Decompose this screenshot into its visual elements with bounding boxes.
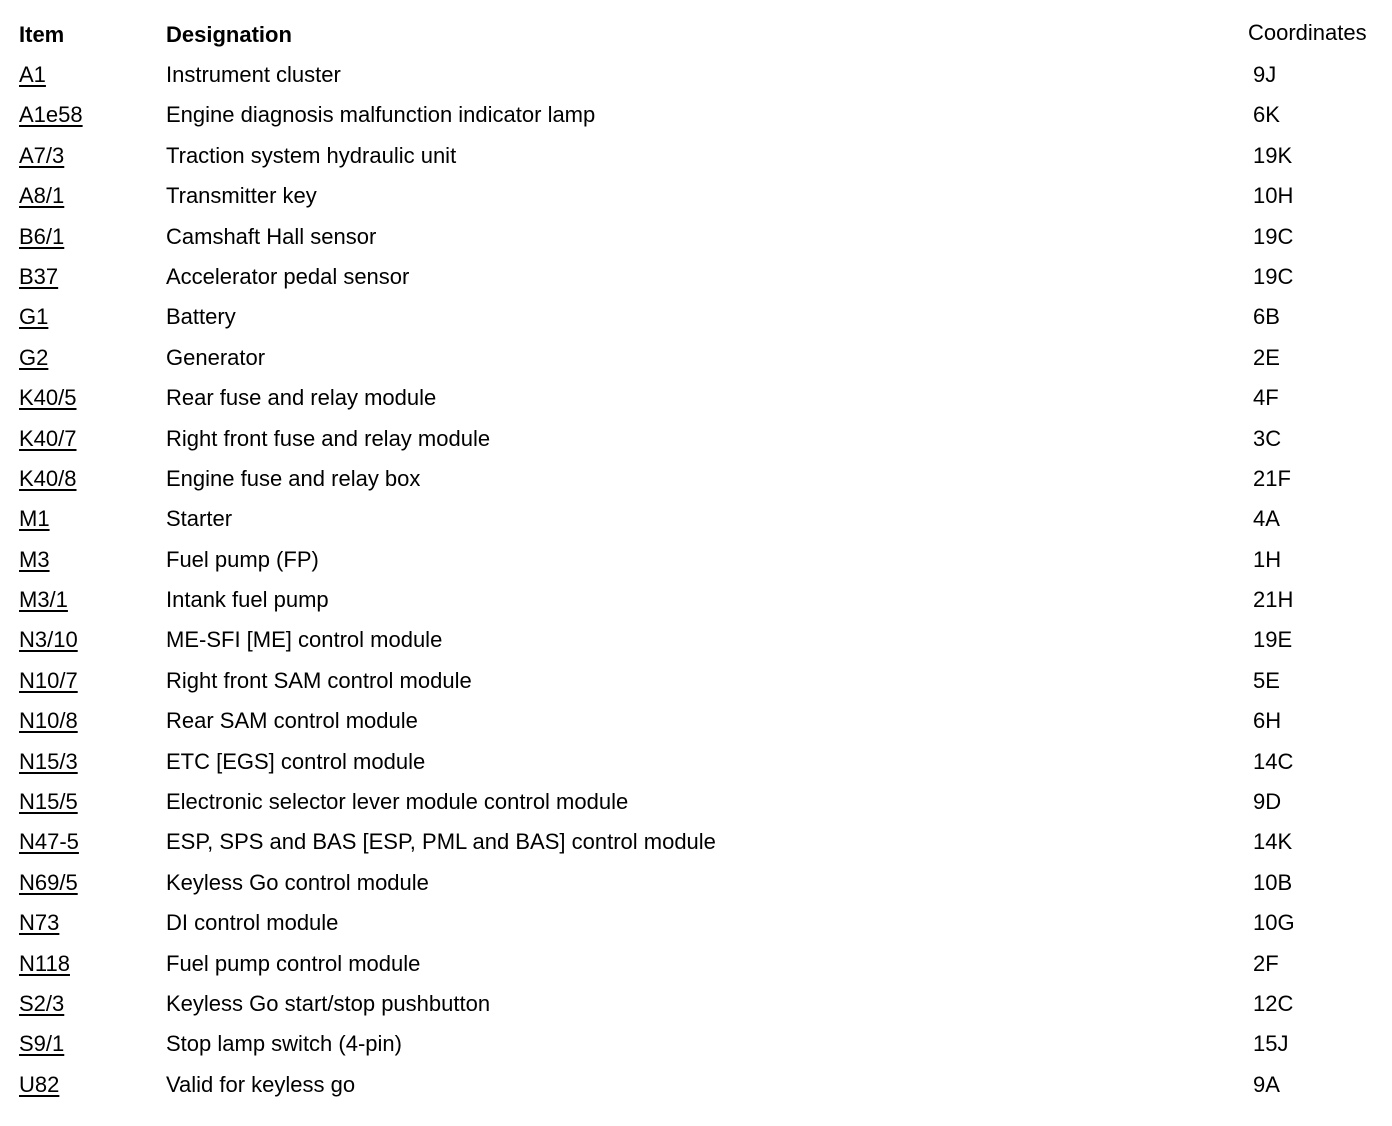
table-row bbox=[0, 868, 1392, 908]
item-designation: Traction system hydraulic unit bbox=[166, 142, 457, 168]
item-designation: Intank fuel pump bbox=[166, 587, 329, 613]
table-row bbox=[0, 100, 1392, 140]
table-row bbox=[0, 1029, 1392, 1069]
item-coordinates: 9A bbox=[1253, 1071, 1280, 1097]
table-row bbox=[0, 343, 1392, 383]
item-designation: Electronic selector lever module control module bbox=[166, 789, 629, 815]
table-row bbox=[0, 222, 1392, 262]
item-designation: Engine fuse and relay box bbox=[166, 465, 421, 491]
item-coordinates: 14K bbox=[1253, 829, 1293, 855]
item-link[interactable]: M1 bbox=[19, 506, 50, 532]
item-designation: Instrument cluster bbox=[166, 62, 341, 87]
item-link[interactable]: A7/3 bbox=[19, 142, 65, 168]
table-row bbox=[0, 666, 1392, 706]
table-row bbox=[0, 181, 1392, 221]
item-designation: ESP, SPS and BAS [ESP, PML and BAS] control module bbox=[166, 829, 716, 855]
table-row bbox=[0, 827, 1392, 867]
item-coordinates: 6B bbox=[1253, 304, 1280, 330]
item-designation: Valid for keyless go bbox=[166, 1071, 356, 1097]
table-row bbox=[0, 706, 1392, 746]
header-designation: Designation bbox=[166, 22, 292, 47]
item-designation: Keyless Go control module bbox=[166, 869, 429, 895]
item-coordinates: 4F bbox=[1253, 385, 1279, 411]
item-coordinates: 10G bbox=[1253, 910, 1295, 936]
item-coordinates: 1H bbox=[1253, 546, 1282, 572]
item-coordinates: 2F bbox=[1253, 950, 1279, 976]
item-designation: ME-SFI [ME] control module bbox=[166, 627, 443, 653]
table-row bbox=[0, 302, 1392, 342]
item-designation: Fuel pump (FP) bbox=[166, 546, 319, 572]
item-link[interactable]: B6/1 bbox=[19, 223, 65, 249]
item-coordinates: 3C bbox=[1253, 425, 1282, 451]
item-coordinates: 15J bbox=[1253, 1031, 1289, 1057]
header-item: Item bbox=[19, 22, 65, 47]
item-coordinates: 2E bbox=[1253, 344, 1280, 370]
table-row bbox=[0, 262, 1392, 302]
item-coordinates: 14C bbox=[1253, 748, 1294, 774]
item-link[interactable]: N47-5 bbox=[19, 829, 79, 855]
table-row bbox=[0, 949, 1392, 989]
item-designation: Accelerator pedal sensor bbox=[166, 263, 410, 289]
item-link[interactable]: N118 bbox=[19, 950, 70, 976]
table-row bbox=[0, 1070, 1392, 1110]
item-coordinates: 6H bbox=[1253, 708, 1282, 734]
item-link[interactable]: S2/3 bbox=[19, 990, 65, 1016]
header-coordinates: Coordinates bbox=[1248, 20, 1367, 45]
item-link[interactable]: G1 bbox=[19, 304, 49, 330]
item-link[interactable]: N15/5 bbox=[19, 789, 78, 815]
table-row bbox=[0, 141, 1392, 181]
item-coordinates: 19E bbox=[1253, 627, 1293, 653]
item-designation: ETC [EGS] control module bbox=[166, 748, 426, 774]
table-row bbox=[0, 383, 1392, 423]
item-link[interactable]: A1 bbox=[19, 62, 46, 87]
table-row bbox=[0, 424, 1392, 464]
item-link[interactable]: K40/5 bbox=[19, 385, 77, 411]
item-coordinates: 5E bbox=[1253, 667, 1280, 693]
table-row bbox=[0, 787, 1392, 827]
item-designation: Starter bbox=[166, 506, 233, 532]
item-designation: Fuel pump control module bbox=[166, 950, 421, 976]
item-designation: Stop lamp switch (4-pin) bbox=[166, 1031, 402, 1057]
table-row bbox=[0, 747, 1392, 787]
table-row bbox=[0, 60, 1392, 100]
item-designation: DI control module bbox=[166, 910, 339, 936]
item-link[interactable]: A8/1 bbox=[19, 183, 65, 209]
item-link[interactable]: M3/1 bbox=[19, 587, 68, 613]
item-designation: Transmitter key bbox=[166, 183, 317, 209]
item-designation: Generator bbox=[166, 344, 266, 370]
item-coordinates: 10B bbox=[1253, 869, 1293, 895]
item-designation: Battery bbox=[166, 304, 236, 330]
item-coordinates: 19C bbox=[1253, 263, 1294, 289]
item-link[interactable]: N15/3 bbox=[19, 748, 78, 774]
table-row bbox=[0, 545, 1392, 585]
table-row bbox=[0, 908, 1392, 948]
item-coordinates: 9D bbox=[1253, 789, 1282, 815]
item-designation: Engine diagnosis malfunction indicator lamp bbox=[166, 102, 596, 128]
item-link[interactable]: N3/10 bbox=[19, 627, 78, 653]
table-row bbox=[0, 464, 1392, 504]
item-designation: Rear SAM control module bbox=[166, 708, 418, 734]
item-link[interactable]: K40/7 bbox=[19, 425, 77, 451]
item-link[interactable]: K40/8 bbox=[19, 465, 77, 491]
item-link[interactable]: S9/1 bbox=[19, 1031, 65, 1057]
item-link[interactable]: N69/5 bbox=[19, 869, 78, 895]
table-row bbox=[0, 504, 1392, 544]
item-designation: Camshaft Hall sensor bbox=[166, 223, 377, 249]
item-coordinates: 19C bbox=[1253, 223, 1294, 249]
item-link[interactable]: N73 bbox=[19, 910, 60, 936]
item-link[interactable]: N10/7 bbox=[19, 667, 78, 693]
item-link[interactable]: A1e58 bbox=[19, 102, 83, 128]
table-row bbox=[0, 989, 1392, 1029]
table-row bbox=[0, 585, 1392, 625]
item-coordinates: 19K bbox=[1253, 142, 1293, 168]
item-link[interactable]: M3 bbox=[19, 546, 50, 572]
item-link[interactable]: B37 bbox=[19, 263, 59, 289]
item-coordinates: 9J bbox=[1253, 62, 1277, 87]
item-designation: Right front fuse and relay module bbox=[166, 425, 491, 451]
item-coordinates: 4A bbox=[1253, 506, 1280, 532]
item-link[interactable]: N10/8 bbox=[19, 708, 78, 734]
item-coordinates: 10H bbox=[1253, 183, 1294, 209]
item-designation: Keyless Go start/stop pushbutton bbox=[166, 990, 491, 1016]
table-row bbox=[0, 625, 1392, 665]
item-coordinates: 21H bbox=[1253, 587, 1294, 613]
legend-rows bbox=[0, 60, 1392, 1110]
item-link[interactable]: U82 bbox=[19, 1071, 60, 1097]
item-link[interactable]: G2 bbox=[19, 344, 49, 370]
item-coordinates: 21F bbox=[1253, 465, 1291, 491]
item-coordinates: 12C bbox=[1253, 990, 1294, 1016]
item-designation: Rear fuse and relay module bbox=[166, 385, 437, 411]
item-coordinates: 6K bbox=[1253, 102, 1280, 128]
item-designation: Right front SAM control module bbox=[166, 667, 472, 693]
